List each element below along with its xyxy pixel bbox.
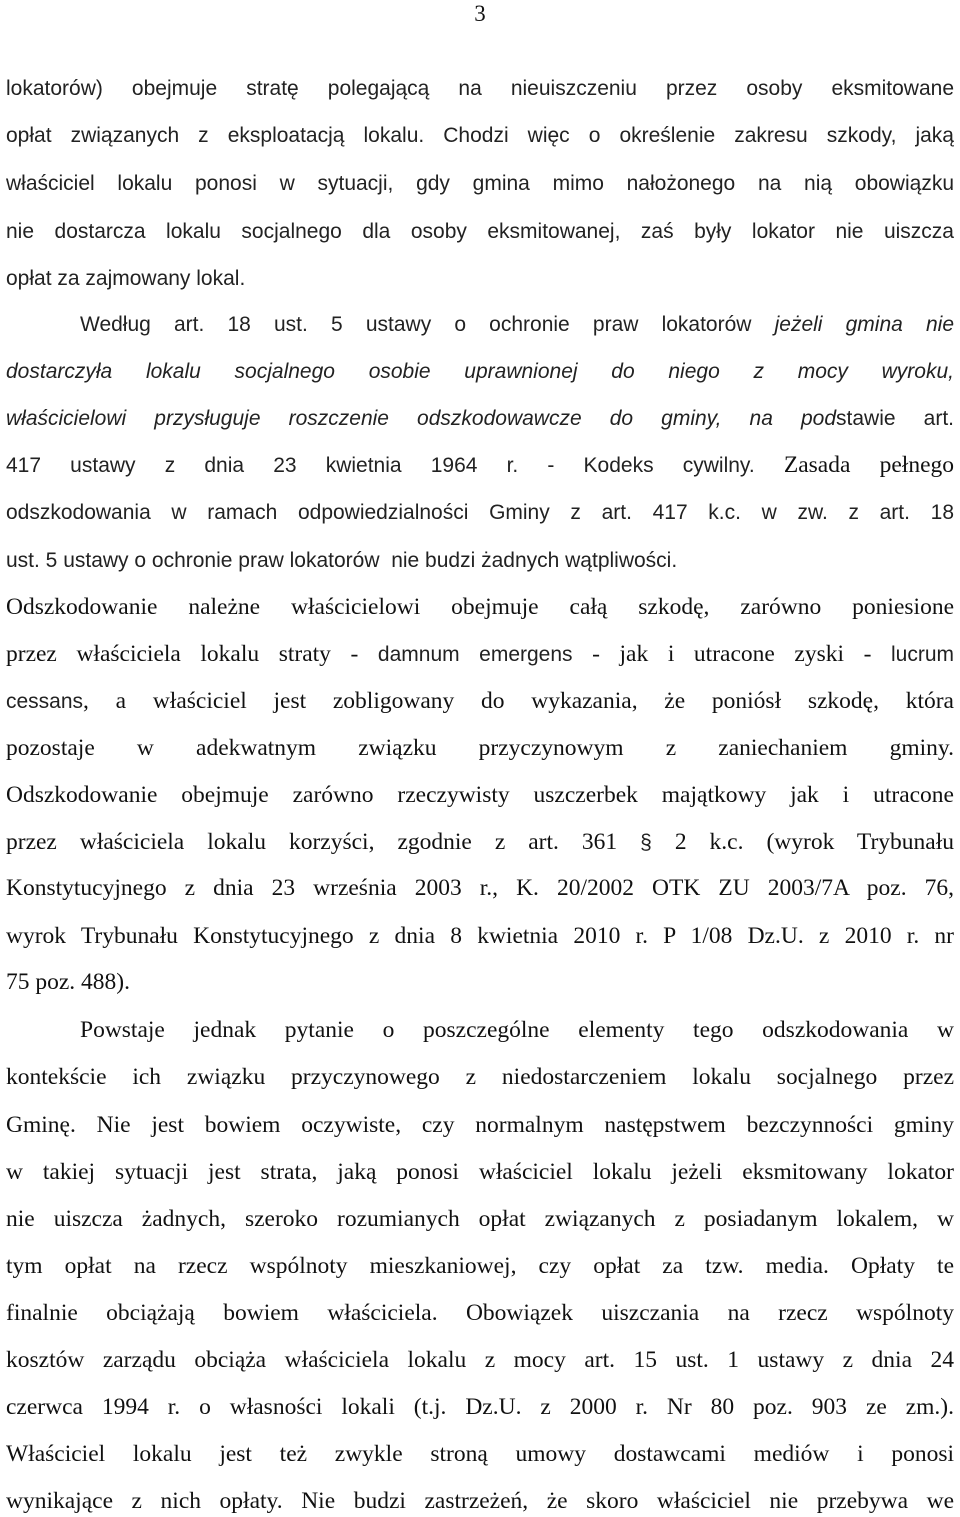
text-segment: lucrum [890, 643, 954, 666]
text-segment: Zasada pełnego [754, 452, 954, 478]
text-line [6, 1251, 954, 1281]
text-segment: nie uiszcza żadnych, szeroko rozumianych opłat związanych z posiadanym lokalem, w [6, 1206, 954, 1232]
text-segment: wyrok Trybunału Konstytucyjnego z dnia 8 kwietnia 2010 r. P 1/08 Dz.U. z 2010 r. nr [6, 923, 954, 949]
text-segment: opłat za zajmowany lokal. [6, 267, 246, 290]
text-segment: 417 ustawy z dnia 23 kwietnia 1964 r. - Kodeks cywilny. [6, 454, 755, 477]
text-line [6, 263, 954, 294]
text-line [6, 780, 954, 810]
text-segment: Konstytucyjnego z dnia 23 września 2003 r., K. 20/2002 OTK ZU 2003/7A poz. 76, [6, 875, 954, 901]
text-line [6, 403, 954, 434]
text-line [6, 1157, 954, 1187]
text-segment: w takiej sytuacji jest strata, jaką ponosi właściciel lokalu jeżeli eksmitowany lokator [6, 1159, 954, 1185]
text-line [6, 356, 954, 387]
text-line [6, 733, 954, 763]
text-segment: - jak i utracone zyski - [572, 641, 891, 667]
text-line [6, 592, 954, 622]
text-line [6, 1062, 954, 1092]
text-segment: finalnie obciążają bowiem właściciela. Obowiązek uiszczania na rzecz wspólnoty [6, 1300, 954, 1326]
text-line [6, 1298, 954, 1328]
text-segment: pozostaje w adekwatnym związku przyczynowym z zaniechaniem gminy. [6, 735, 954, 761]
text-line [6, 120, 954, 151]
text-segment: 75 poz. 488). [6, 969, 131, 995]
text-line [6, 1110, 954, 1140]
text-segment: kontekście ich związku przyczynowego z niedostarczeniem lokalu socjalnego przez [6, 1064, 954, 1090]
text-line [6, 1439, 954, 1469]
text-segment: odszkodowania w ramach odpowiedzialności Gminy z art. 417 k.c. w zw. z art. 18 [6, 501, 954, 524]
text-segment: tym opłat na rzecz wspólnoty mieszkaniowej, czy opłat za tzw. media. Opłaty te [6, 1253, 954, 1279]
text-line [6, 1345, 954, 1375]
text-segment: kosztów zarządu obciąża właściciela lokalu z mocy art. 15 ust. 1 ustawy z dnia 24 [6, 1347, 954, 1373]
text-segment: właścicielowi przysługuje roszczenie odszkodowawcze do gminy, na pod [6, 407, 837, 430]
text-line [6, 545, 954, 576]
text-segment: § [640, 831, 652, 854]
text-segment: czerwca 1994 r. o własności lokali (t.j. Dz.U. z 2000 r. Nr 80 poz. 903 ze zm.). [6, 1394, 954, 1420]
text-line [80, 309, 954, 340]
text-segment: przez właściciela lokalu straty - [6, 641, 378, 667]
text-line [6, 216, 954, 247]
text-segment: stawie art. [836, 407, 954, 430]
text-segment: 2 k.c. (wyrok Trybunału [651, 829, 954, 855]
text-line [6, 921, 954, 951]
text-segment: ust. 5 ustawy o ochronie praw lokatorów nie budzi żadnych wątpliwości. [6, 549, 678, 572]
page-number: 3 [474, 1, 486, 26]
text-line [6, 1204, 954, 1234]
text-line [80, 1015, 954, 1045]
text-line [6, 873, 954, 903]
text-segment: właściciel lokalu ponosi w sytuacji, gdy gmina mimo nałożonego na nią obowiązku [6, 172, 954, 195]
text-segment: Odszkodowanie należne właścicielowi obejmuje całą szkodę, zarówno poniesione [6, 594, 954, 620]
text-line [6, 450, 954, 481]
text-segment: Odszkodowanie obejmuje zarówno rzeczywisty uszczerbek majątkowy jak i utracone [6, 782, 954, 808]
text-line [6, 1486, 954, 1516]
text-line [6, 1392, 954, 1422]
text-line [6, 967, 954, 997]
text-line [6, 168, 954, 199]
text-line [6, 827, 954, 858]
text-segment: przez właściciela lokalu korzyści, zgodnie z art. 361 [6, 829, 641, 855]
text-line [6, 686, 954, 717]
text-segment: cessans [6, 690, 84, 713]
text-segment: opłat związanych z eksploatacją lokalu. Chodzi więc o określenie zakresu szkody, jaką [6, 124, 954, 147]
text-segment: wynikające z nich opłaty. Nie budzi zastrzeżeń, że skoro właściciel nie przebywa we [6, 1488, 954, 1514]
text-segment: Według art. 18 ust. 5 ustawy o ochronie praw lokatorów [80, 313, 775, 336]
text-line [6, 639, 954, 670]
text-segment: Gminę. Nie jest bowiem oczywiste, czy normalnym następstwem bezczynności gminy [6, 1112, 954, 1138]
text-segment: jeżeli gmina nie [774, 313, 954, 336]
text-segment: Właściciel lokalu jest też zwykle stroną umowy dostawcami mediów i ponosi [6, 1441, 954, 1467]
text-segment: Powstaje jednak pytanie o poszczególne elementy tego odszkodowania w [80, 1017, 954, 1043]
text-segment: nie dostarcza lokalu socjalnego dla osoby eksmitowanej, zaś były lokator nie uiszcza [6, 220, 954, 243]
text-segment: lokatorów) obejmuje stratę polegającą na nieuiszczeniu przez osoby eksmitowane [6, 77, 954, 100]
text-line [6, 497, 954, 528]
text-segment: , a właściciel jest zobligowany do wykazania, że poniósł szkodę, która [83, 688, 954, 714]
text-segment: damnum emergens [377, 643, 573, 666]
text-segment: dostarczyła lokalu socjalnego osobie uprawnionej do niego z mocy wyroku, [6, 360, 954, 383]
text-line [6, 73, 954, 104]
